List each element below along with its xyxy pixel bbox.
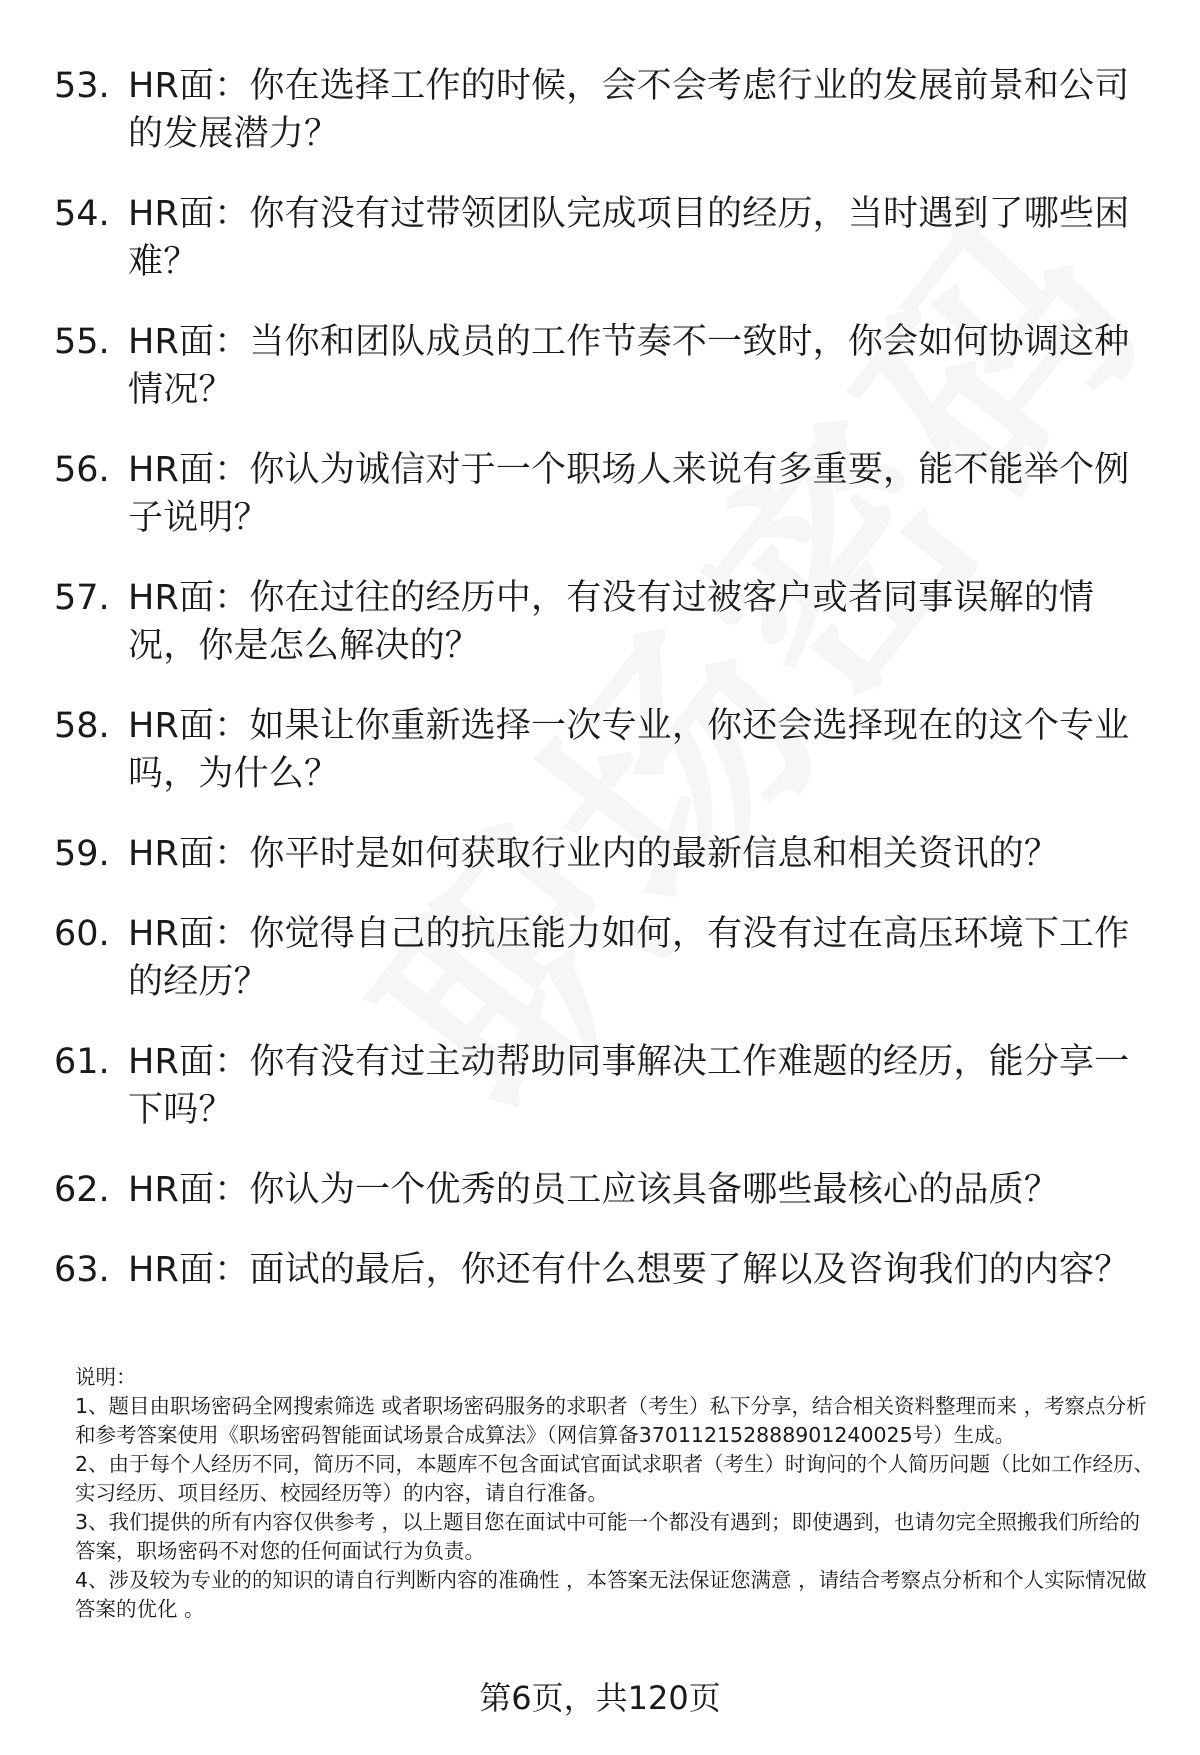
question-text: HR面：你在选择工作的时候，会不会考虑行业的发展前景和公司的发展潜力？ xyxy=(128,66,1130,154)
notes-heading: 说明： xyxy=(75,1365,137,1389)
question-text: HR面：如果让你重新选择一次专业，你还会选择现在的这个专业吗，为什么？ xyxy=(128,706,1130,794)
question-number: 56. xyxy=(54,450,110,490)
page-number: 第6页，共120页 xyxy=(479,1679,721,1717)
question-number: 54. xyxy=(54,194,110,234)
question-number: 60. xyxy=(54,914,110,954)
question-item xyxy=(0,1246,1200,1294)
question-number: 61. xyxy=(54,1042,110,1082)
question-text: HR面：当你和团队成员的工作节奏不一致时，你会如何协调这种情况？ xyxy=(128,322,1130,410)
question-text: HR面：你觉得自己的抗压能力如何，有没有过在高压环境下工作的经历？ xyxy=(128,914,1130,1002)
question-number: 63. xyxy=(54,1250,110,1290)
question-item xyxy=(0,446,1200,542)
question-number: 62. xyxy=(54,1170,110,1210)
note-item: 4、涉及较为专业的的知识的请自行判断内容的准确性 ，本答案无法保证您满意 ，请结合考察点分析和个人实际情况做答案的优化 。 xyxy=(75,1568,1147,1621)
question-item xyxy=(0,1166,1200,1214)
question-text: HR面：面试的最后，你还有什么想要了解以及咨询我们的内容？ xyxy=(128,1250,1130,1290)
question-item xyxy=(0,190,1200,286)
question-item xyxy=(0,910,1200,1006)
question-item xyxy=(0,62,1200,158)
question-number: 53. xyxy=(54,66,110,106)
question-text: HR面：你平时是如何获取行业内的最新信息和相关资讯的？ xyxy=(128,834,1060,874)
note-item: 2、由于每个人经历不同，简历不同，本题库不包含面试官面试求职者（考生）时询问的个人简历问题（比如工作经历、实习经历、项目经历、校园经历等）的内容，请自行准备。 xyxy=(75,1452,1155,1505)
question-text: HR面：你认为诚信对于一个职场人来说有多重要，能不能举个例子说明？ xyxy=(128,450,1130,538)
question-number: 59. xyxy=(54,834,110,874)
note-item: 3、我们提供的所有内容仅供参考 ，以上题目您在面试中可能一个都没有遇到；即使遇到，也请勿完全照搬我们所给的答案，职场密码不对您的任何面试行为负责。 xyxy=(75,1510,1141,1563)
notes-section xyxy=(75,1363,1155,1624)
question-number: 55. xyxy=(54,322,110,362)
question-number: 58. xyxy=(54,706,110,746)
question-item xyxy=(0,574,1200,670)
question-number: 57. xyxy=(54,578,110,618)
question-list xyxy=(0,62,1200,1326)
question-text: HR面：你有没有过主动帮助同事解决工作难题的经历，能分享一下吗？ xyxy=(128,1042,1130,1130)
question-text: HR面：你有没有过带领团队完成项目的经历，当时遇到了哪些困难？ xyxy=(128,194,1130,282)
question-text: HR面：你在过往的经历中，有没有过被客户或者同事误解的情况，你是怎么解决的？ xyxy=(128,578,1095,666)
question-text: HR面：你认为一个优秀的员工应该具备哪些最核心的品质？ xyxy=(128,1170,1060,1210)
note-item: 1、题目由职场密码全网搜索筛选 或者职场密码服务的求职者（考生）私下分享，结合相关资料整理而来 ，考察点分析和参考答案使用《职场密码智能面试场景合成算法》（网信算备370112152888901240025号）生成。 xyxy=(75,1394,1147,1447)
question-item xyxy=(0,318,1200,414)
question-item xyxy=(0,702,1200,798)
question-item xyxy=(0,830,1200,878)
question-item xyxy=(0,1038,1200,1134)
